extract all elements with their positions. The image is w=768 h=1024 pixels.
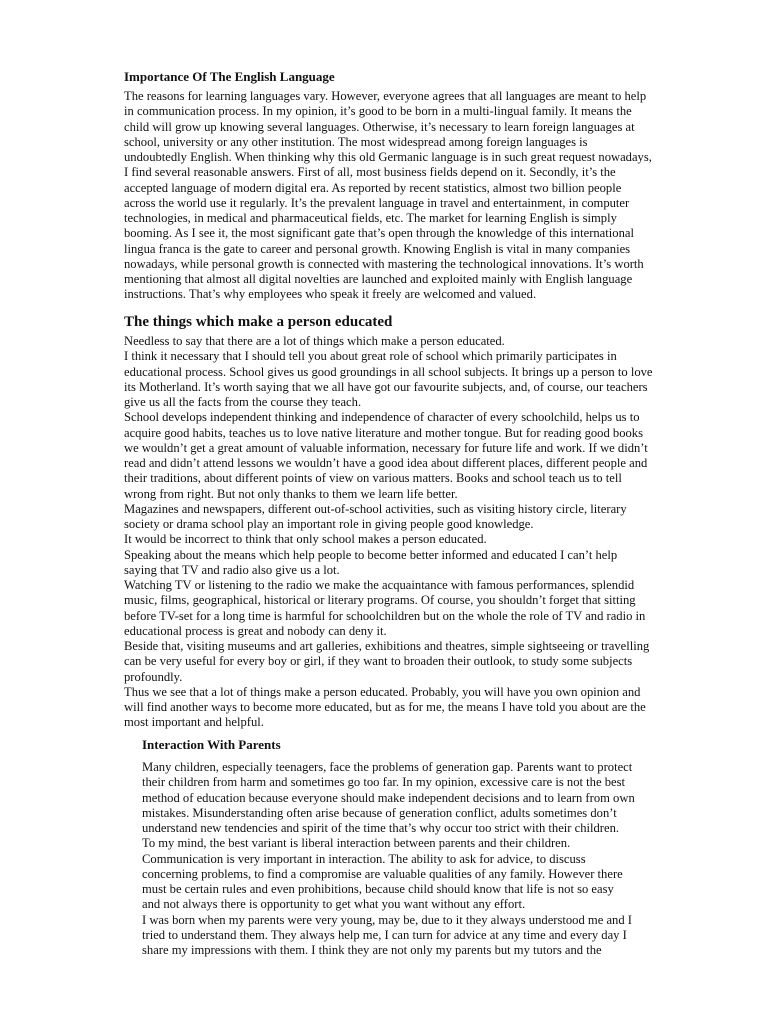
text-line: Beside that, visiting museums and art galleries, exhibitions and theatres, simple sightseeing or travelling	[124, 639, 650, 653]
text-line: wrong from right. But not only thanks to them we learn life better.	[124, 486, 458, 501]
text-line: in communication process. In my opinion, it’s good to be born in a multi-lingual family. It means the	[124, 104, 632, 119]
text-line: their children from harm and sometimes go too far. In my opinion, excessive care is not the best	[142, 775, 625, 790]
text-line: music, films, geographical, historical or literary programs. Of course, you shouldn’t forget that sitting	[124, 593, 636, 608]
text-line: their traditions, about different points of view on various matters. Books and school teach us to tell	[124, 471, 622, 486]
text-line: method of education because everyone should make independent decisions and to learn from own	[142, 790, 635, 805]
text-line: before TV-set for a long time is harmful for schoolchildren but on the whole the role of TV and radio in	[124, 608, 646, 623]
text-line: concerning problems, to find a compromise are valuable qualities of any family. However there	[142, 866, 623, 881]
text-line: must be certain rules and even prohibitions, because child should know that life is not so easy	[142, 882, 614, 896]
text-line: I was born when my parents were very young, may be, due to it they always understood me and I	[142, 912, 632, 927]
text-line: technologies, in medical and pharmaceutical fields, etc. The market for learning English is simply	[124, 211, 617, 225]
text-line: To my mind, the best variant is liberal interaction between parents and their children.	[142, 836, 571, 851]
text-line: Thus we see that a lot of things make a person educated. Probably, you will have you own opinion and	[124, 684, 641, 699]
text-line: child will grow up knowing several languages. Otherwise, it’s necessary to learn foreign languages at	[124, 119, 635, 134]
section-heading: Importance Of The English Language	[124, 69, 335, 84]
text-line: educational process is great and nobody can deny it.	[124, 623, 387, 638]
section-body	[124, 89, 699, 303]
text-line: Communication is very important in interaction. The ability to ask for advice, to discuss	[142, 851, 586, 866]
text-line: instructions. That’s why employees who speak it freely are welcomed and valued.	[124, 287, 537, 302]
text-line: lingua franca is the gate to career and personal growth. Knowing English is vital in many companies	[124, 241, 631, 256]
text-line: most important and helpful.	[124, 715, 264, 730]
text-line: accepted language of modern digital era. As reported by recent statistics, almost two billion people	[124, 180, 622, 195]
text-line: nowadays, while personal growth is connected with mastering the technological innovations. It’s worth	[124, 256, 644, 271]
text-line: read and didn’t attend lessons we wouldn’t have a good idea about different places, different people and	[124, 456, 648, 470]
text-line: school, university or any other institution. The most widespread among foreign languages is	[124, 134, 588, 149]
text-line: Watching TV or listening to the radio we make the acquaintance with famous performances, splendid	[124, 578, 635, 592]
text-line: its Motherland. It’s worth saying that we all have got our favourite subjects, and, of course, our teachers	[124, 379, 648, 394]
section-body	[142, 760, 702, 958]
text-line: Magazines and newspapers, different out-of-school activities, such as visiting history circle, literary	[124, 501, 627, 516]
text-line: I find several reasonable answers. First of all, most business fields depend on it. Secondly, it’s the	[124, 165, 616, 180]
section-heading: The things which make a person educated	[124, 314, 393, 330]
text-line: can be very useful for every boy or girl, if they want to broaden their outlook, to study some subjects	[124, 654, 633, 669]
text-line: saying that TV and radio also give us a lot.	[124, 562, 340, 577]
text-line: understand new tendencies and spirit of the time that’s why occur too strict with their children.	[142, 821, 620, 835]
text-line: Needless to say that there are a lot of things which make a person educated.	[124, 334, 505, 348]
section-person-educated	[124, 313, 699, 731]
text-line: acquire good habits, teaches us to love native literature and mother tongue. But for reading good books	[124, 425, 644, 440]
text-line: Many children, especially teenagers, face the problems of generation gap. Parents want to protect	[142, 760, 633, 774]
text-line: we wouldn’t get a great amount of valuable information, necessary for future life and work. If we didn’t	[124, 440, 648, 455]
text-line: booming. As I see it, the most significant gate that’s open through the knowledge of this international	[124, 226, 634, 241]
text-line: undoubtedly English. When thinking why this old Germanic language is in such great request nowadays,	[124, 150, 652, 164]
text-line: mistakes. Misunderstanding often arise because of generation conflict, adults sometimes don’t	[142, 805, 617, 820]
text-line: The reasons for learning languages vary. However, everyone agrees that all languages are meant to help	[124, 89, 647, 103]
text-line: tried to understand them. They always help me, I can turn for advice at any time and every day I	[142, 927, 627, 942]
text-line: It would be incorrect to think that only school makes a person educated.	[124, 532, 487, 547]
text-line: and not always there is opportunity to get what you want without any effort.	[142, 897, 526, 912]
text-line: across the world use it regularly. It’s the prevalent language in travel and entertainment, in computer	[124, 195, 630, 210]
text-line: share my impressions with them. I think they are not only my parents but my tutors and the	[142, 943, 602, 957]
section-heading: Interaction With Parents	[142, 737, 281, 752]
text-line: educational process. School gives us good groundings in all school subjects. It brings up a person to love	[124, 364, 653, 379]
text-line: profoundly.	[124, 669, 183, 684]
text-line: I think it necessary that I should tell you about great role of school which primarily participates in	[124, 349, 617, 364]
text-line: School develops independent thinking and independence of character of every schoolchild, helps us to	[124, 410, 640, 425]
section-body	[124, 334, 699, 731]
text-line: mentioning that almost all digital novelties are launched and exploited mainly with English language	[124, 272, 633, 286]
section-interaction-parents	[142, 737, 702, 958]
text-line: give us all the facts from the course they teach.	[124, 395, 362, 409]
text-line: society or drama school play an important role in giving people good knowledge.	[124, 517, 534, 531]
section-english-language	[124, 69, 699, 303]
text-line: will find another ways to become more educated, but as for me, the means I have told you about are the	[124, 700, 646, 714]
text-line: Speaking about the means which help people to become better informed and educated I can’t help	[124, 547, 618, 562]
